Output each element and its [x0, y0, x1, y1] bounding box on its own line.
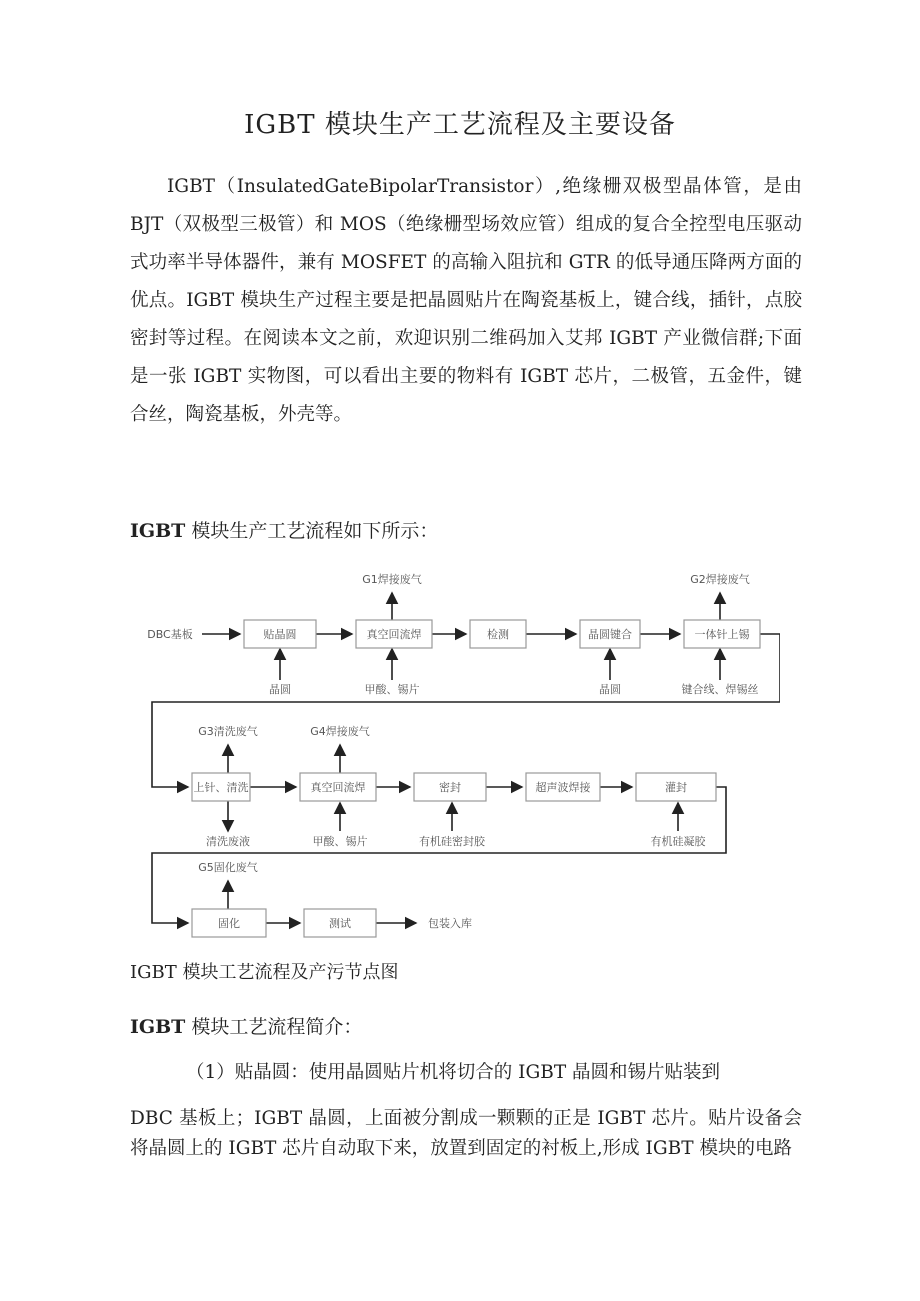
- waste-cleaning-liquid: 清洗废液: [206, 835, 250, 848]
- step-pin-tinning: 一体针上锡: [694, 628, 750, 641]
- input-wafer-1: 晶圆: [269, 683, 291, 696]
- emission-g3: G3清洗废气: [198, 725, 258, 738]
- brief-heading-bold: IGBT: [130, 1016, 186, 1038]
- input-formic-tin-1: 甲酸、锡片: [364, 683, 420, 696]
- emission-g4: G4焊接废气: [310, 725, 370, 738]
- flow-heading-bold: IGBT: [130, 520, 186, 542]
- flow-heading: [130, 516, 438, 543]
- input-formic-tin-2: 甲酸、锡片: [312, 835, 368, 848]
- intro-paragraph: IGBT（InsulatedGateBipolarTransistor）,绝缘栅双极型晶体管，是由 BJT（双极型三极管）和 MOS（绝缘栅型场效应管）组成的复合全控型电压驱动式功率半导体器件，兼有 MOSFET 的高输入阻抗和 GTR 的低导通压降两方面的优点。IGBT 模块生产过程主要是把晶圆贴片在陶瓷基板上，键合线，插针，点胶密封等过程。在阅读本文之前，欢迎识别二维码加入艾邦 IGBT 产业微信群;下面是一张 IGBT 实物图，可以看出主要的物料有 IGBT 芯片，二极管，五金件，键合丝，陶瓷基板，外壳等。: [130, 176, 802, 425]
- page-title: IGBT 模块生产工艺流程及主要设备: [244, 110, 676, 140]
- step-potting: 灌封: [665, 781, 687, 794]
- dbc-substrate-label: DBC基板: [147, 628, 193, 641]
- emission-g2: G2焊接废气: [690, 573, 750, 586]
- brief-heading-text: 模块工艺流程简介：: [185, 1016, 363, 1038]
- step1-first-line: （1）贴晶圆：使用晶圆贴片机将切合的 IGBT 晶圆和锡片贴装到: [186, 1062, 721, 1083]
- step1-paragraph: DBC 基板上；IGBT 晶圆，上面被分割成一颗颗的正是 IGBT 芯片。贴片设备会将晶圆上的 IGBT 芯片自动取下来，放置到固定的衬板上,形成 IGBT 模块的电路: [130, 1108, 802, 1159]
- emission-g5: G5固化废气: [198, 861, 258, 874]
- step-vacuum-reflow-2: 真空回流焊: [310, 781, 366, 794]
- step-inspection: 检测: [487, 628, 509, 641]
- step-curing: 固化: [218, 917, 240, 930]
- diagram-caption: IGBT 模块工艺流程及产污节点图: [130, 962, 399, 983]
- step-pin-clean: 上针、清洗: [193, 781, 249, 794]
- step-wafer-bonding: 晶圆键合: [588, 628, 632, 641]
- step-vacuum-reflow-1: 真空回流焊: [366, 628, 422, 641]
- input-silicone-sealant: 有机硅密封胶: [419, 835, 485, 848]
- input-silicone-gel: 有机硅凝胶: [650, 835, 706, 848]
- step-testing: 测试: [329, 917, 351, 930]
- brief-heading: [130, 1012, 362, 1039]
- input-wafer-2: 晶圆: [599, 683, 621, 696]
- step-packaging: 包装入库: [428, 917, 472, 930]
- flow-heading-text: 模块生产工艺流程如下所示：: [185, 520, 439, 542]
- step-paste-wafer: 贴晶圆: [263, 628, 297, 641]
- step-seal: 密封: [439, 781, 461, 794]
- emission-g1: G1焊接废气: [362, 573, 422, 586]
- step-ultrasonic-weld: 超声波焊接: [535, 781, 591, 794]
- input-bond-wire: 键合线、焊锡丝: [681, 683, 759, 696]
- process-flow-diagram: [140, 565, 780, 945]
